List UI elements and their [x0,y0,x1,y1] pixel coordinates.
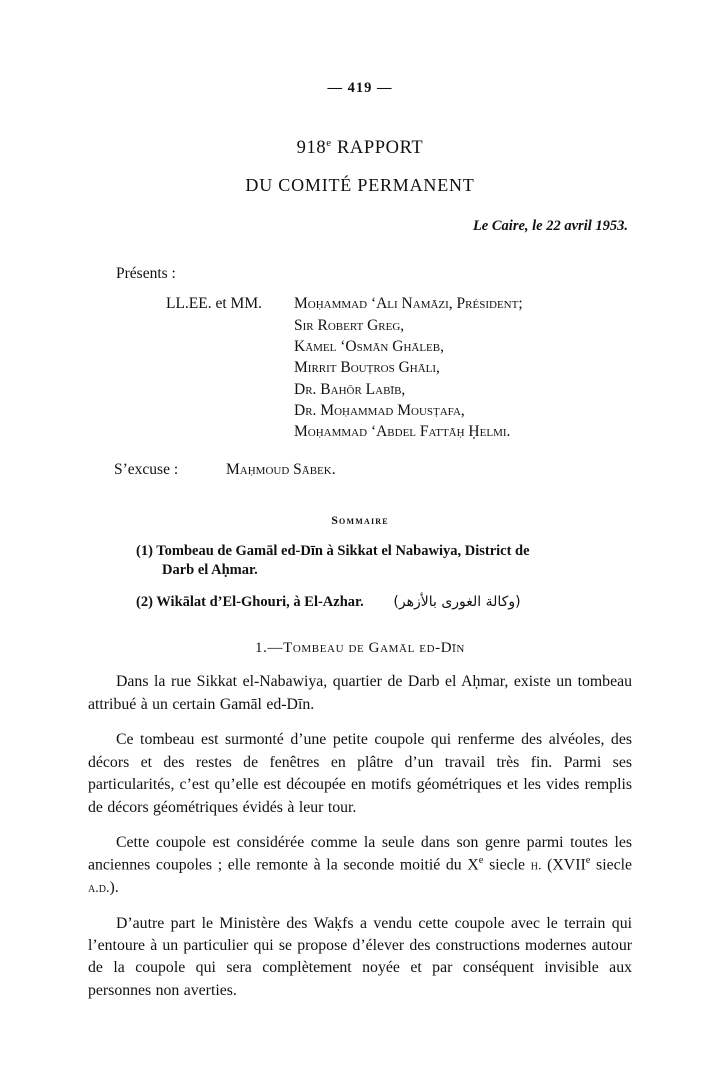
attendee-name: Kāmel ‘Osmān Ghāleb, [294,337,444,355]
report-word: RAPPORT [331,138,424,159]
excused-row [114,461,632,479]
attendee-row [166,315,632,336]
attendee-row [166,400,632,421]
report-number: 918 [296,138,327,159]
report-number-ordinal: e [326,137,332,149]
era-abbrev-ad: a.d. [88,881,110,897]
body-paragraph [88,832,632,900]
attendee-name: Dr. Moḥammad Mousṭafa, [294,402,465,420]
attendee-name: Moḥammad ‘Abdel Fattāḥ Ḥelmi. [294,423,511,441]
section-heading: 1.—Tombeau de Gamāl ed-Dīn [255,640,465,657]
attendee-row [166,336,632,357]
report-title-line-1 [88,137,632,159]
body-paragraph-text: Cette coupole est considérée comme la seule dans son genre parmi toutes les anciennes coupoles ; elle remonte à la seconde moitié du X [88,834,632,874]
dateline: Le Caire, le 22 avril 1953. [472,218,628,235]
ordinal-sup: e [478,855,484,867]
excused-name: Maḥmoud Sābek. [226,460,336,478]
body-text-fragment: ). [109,879,119,897]
body-paragraph: Ce tombeau est surmonté d’une petite coupole qui renferme des alvéoles, des décors et des restes de fenêtres en plâtre d’un travail très fin. Parmi ses particularités, c’est qu’elle est découpée en motifs géométriques et les vides remplis de décors géométriques évidés à leur tour. [88,731,632,816]
attendee-row [166,293,632,314]
summary-item-text-continued: Darb el Aḥmar. [162,562,258,579]
attendee-name: Dr. Bahōr Labīb, [294,380,406,398]
attendee-name: Mirrit Bouṭros Ghāli, [294,359,440,377]
body-text-fragment: (XVII [541,856,586,874]
attendee-row [166,357,632,378]
summary-item [136,593,632,613]
era-abbrev-h: h. [530,858,542,874]
attendee-row [166,421,632,442]
summary-item-text: Wikālat d’El-Ghouri, à El-Azhar. [156,593,364,610]
attendee-row [166,379,632,400]
present-label: Présents : [116,265,176,283]
attendee-list [166,293,632,443]
sommaire-heading: Sommaire [331,512,389,527]
attendee-name: Moḥammad ‘Ali Namāzi, Président; [294,295,523,313]
summary-item-number: (2) [136,593,153,610]
report-title-line-2: DU COMITÉ PERMANENT [245,175,475,196]
body-text-fragment: siecle [590,856,633,874]
excused-label: S’excuse : [114,460,179,478]
summary-item-text: Tombeau de Gamāl ed-Dīn à Sikkat el Nabawiya, District de [156,542,530,559]
body-paragraph: Dans la rue Sikkat el-Nabawiya, quartier de Darb el Aḥmar, existe un tombeau attribué à un certain Gamāl ed-Dīn. [88,673,632,713]
attendee-name: Sir Robert Greg, [294,316,405,334]
body-paragraph: D’autre part le Ministère des Waḳfs a vendu cette coupole avec le terrain qui l’entoure à un particulier qui se propose d’élever des constructions modernes autour de la coupole qui sera complètement noyée et par conséquent invisible aux personnes non averties. [88,914,632,999]
summary-item-arabic: (وكالة الغورى بالأزهر) [393,593,521,610]
summary-item [136,542,632,581]
page-number: — 419 — [327,80,393,96]
body-text-fragment: siecle [483,856,531,874]
attendee-lead-label: LL.EE. et MM. [166,295,262,313]
summary-item-number: (1) [136,542,153,559]
ordinal-sup: e [585,855,591,867]
